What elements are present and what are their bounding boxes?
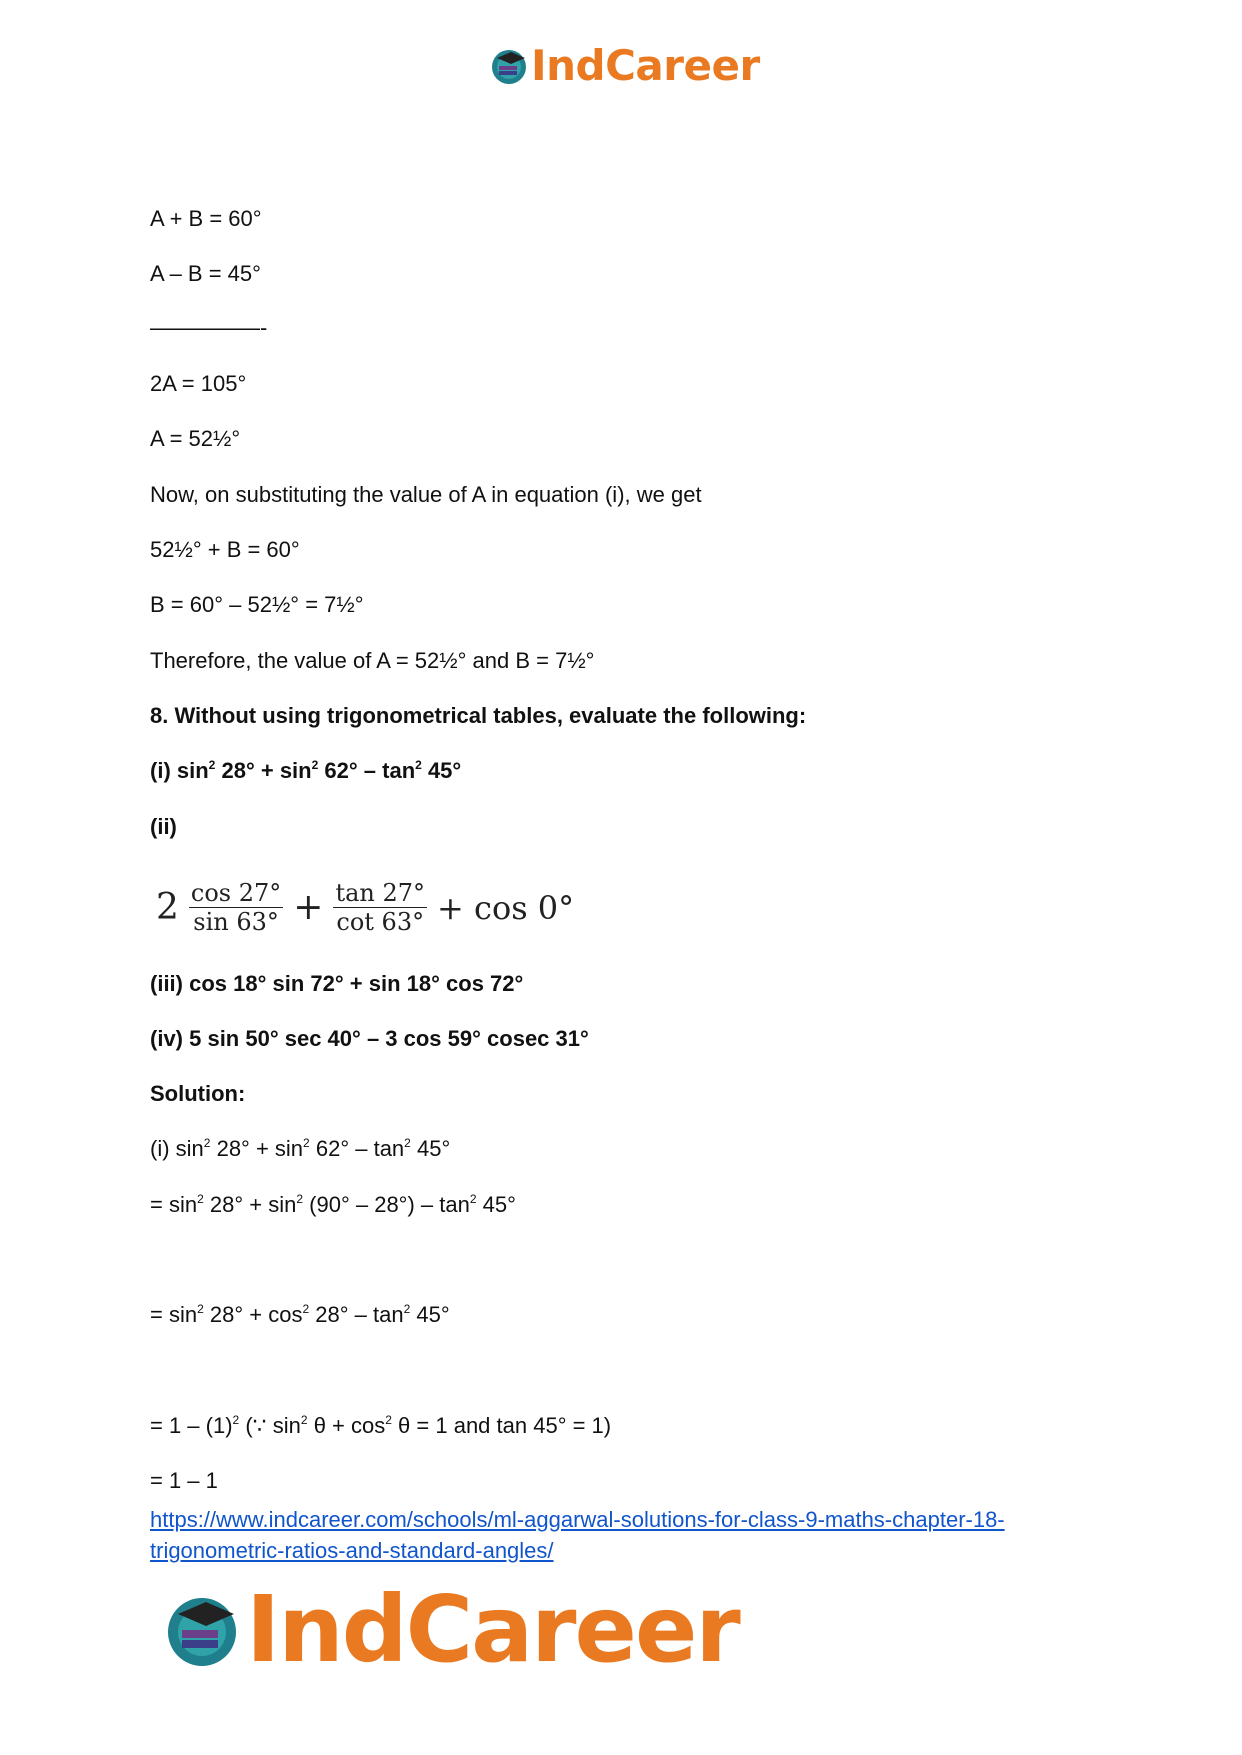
divider-line: —————- xyxy=(150,315,268,340)
fraction: $\frac{\cos 27^\circ}{\sin 63^\circ}$ xyxy=(190,879,282,936)
solution-label: Solution: xyxy=(150,1081,246,1106)
solution-step: = 1 – 1 xyxy=(150,1468,218,1493)
solution-step: = $\sin^2 28^\circ + \sin^2 (90^\circ - 28^\circ) - \tan^2 45^\circ$ xyxy=(150,1192,516,1217)
solution-step: = $1 - (1)^2$ (∵ $\sin^2 \theta + \cos^2 \theta = 1$ and tan 45° = 1) xyxy=(150,1413,612,1438)
question-title: 8. Without using trigonometrical tables, evaluate the following: xyxy=(150,703,807,728)
question-part-ii-label: (ii) xyxy=(150,814,177,839)
text-line: A + B = 60° xyxy=(150,206,262,231)
text-line: A – B = 45° xyxy=(150,261,261,286)
plus-sign: + xyxy=(293,887,324,928)
source-link[interactable]: https://www.indcareer.com/schools/ml-aggarwal-solutions-for-class-9-maths-chapter-18-trigonometric-ratios-and-standard-angles/ xyxy=(150,1507,1005,1563)
header-logo xyxy=(489,42,760,90)
formula-coefficient: 2 xyxy=(156,887,179,928)
question-part-iii: (iii) cos 18° sin 72° + sin 18° cos 72° xyxy=(150,971,524,996)
indcareer-emblem-icon xyxy=(162,1590,242,1670)
question-part-i: (i) $\sin^2 28^\circ + \sin^2 62^\circ - \tan^2 45^\circ$ xyxy=(150,758,462,783)
formula-tail: + cos 0° xyxy=(437,888,575,927)
text-line: 2A = 105° xyxy=(150,371,247,396)
text-line: Now, on substituting the value of A in equation (i), we get xyxy=(150,482,702,507)
logo-text: IndCareer xyxy=(246,1576,739,1683)
indcareer-emblem-icon xyxy=(489,46,529,86)
footer-logo xyxy=(162,1576,739,1683)
question-part-iv: (iv) 5 sin 50° sec 40° – 3 cos 59° cosec 31° xyxy=(150,1026,589,1051)
solution-step: = $\sin^2 28^\circ + \cos^2 28^\circ - \tan^2 45^\circ$ xyxy=(150,1302,450,1327)
formula-part-ii xyxy=(156,880,574,935)
text-line: Therefore, the value of A = 52½° and B = 7½° xyxy=(150,648,595,673)
text-line: 52½° + B = 60° xyxy=(150,537,300,562)
logo-text: IndCareer xyxy=(531,41,760,90)
text-line: A = 52½° xyxy=(150,426,241,451)
text-line: B = 60° – 52½° = 7½° xyxy=(150,592,364,617)
solution-step: (i) $\sin^2 28^\circ + \sin^2 62^\circ - \tan^2 45^\circ$ xyxy=(150,1136,451,1161)
fraction: $\frac{\tan 27^\circ}{\cot 63^\circ}$ xyxy=(335,879,426,936)
